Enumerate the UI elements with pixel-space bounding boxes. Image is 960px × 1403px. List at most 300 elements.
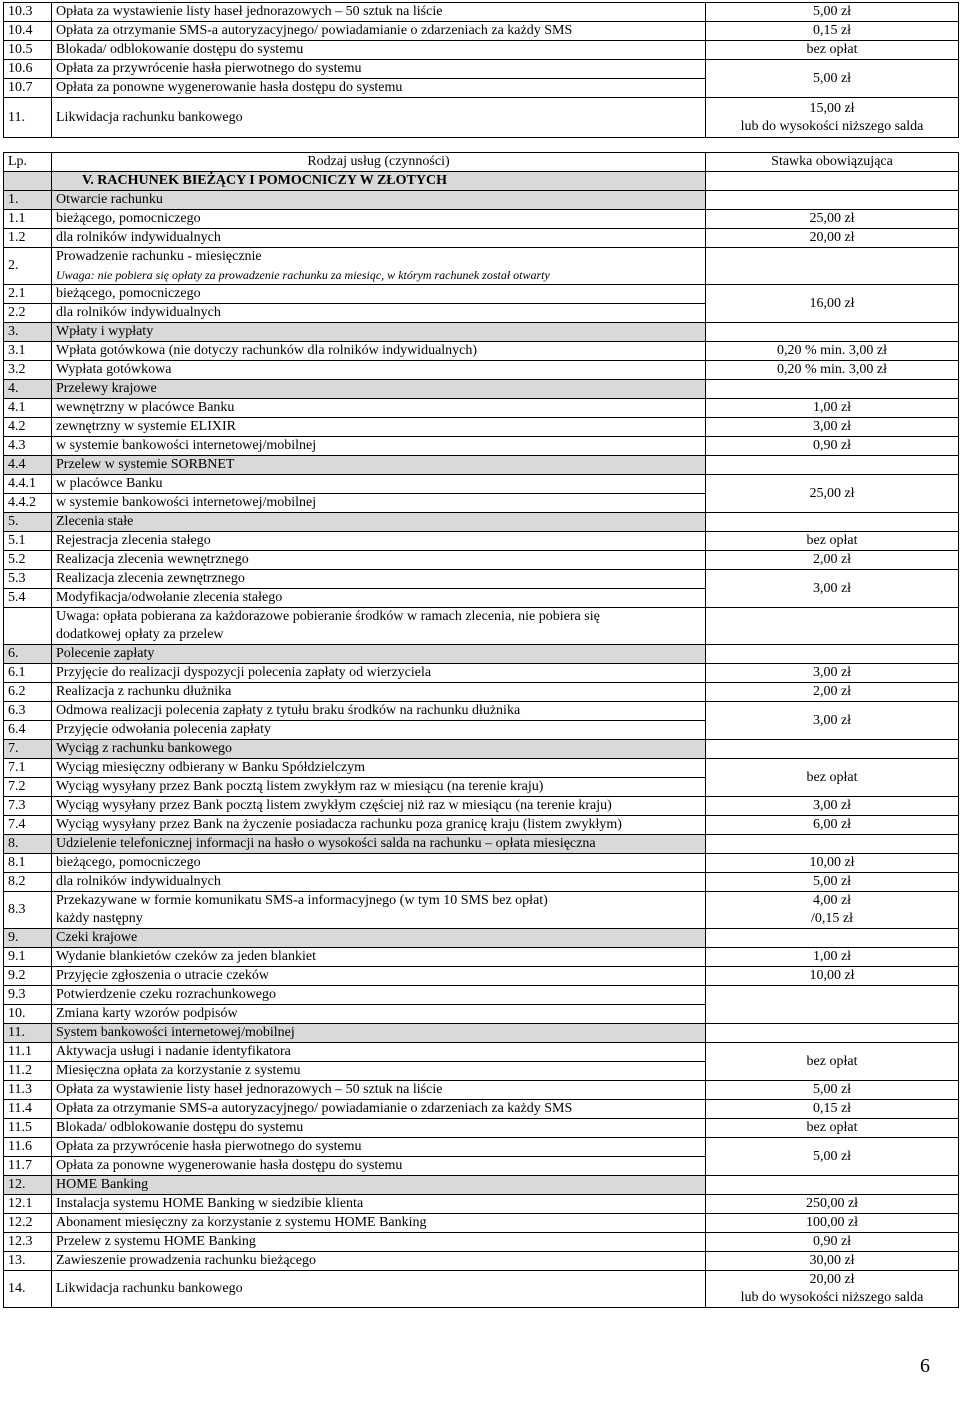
row-rate (706, 551, 959, 570)
row-lp: 7.3 (4, 797, 52, 816)
row-description (52, 1195, 706, 1214)
table-row (4, 797, 959, 816)
row-description-continued: każdy następny (56, 911, 143, 926)
row-description (52, 892, 706, 929)
row-rate (706, 570, 959, 608)
row-description-text: Przelew z systemu HOME Banking (56, 1234, 256, 1249)
row-rate (706, 1024, 959, 1043)
row-description (52, 1271, 706, 1308)
table-row (4, 191, 959, 210)
row-description-text: Instalacja systemu HOME Banking w siedzibie klienta (56, 1196, 364, 1211)
row-lp: 8.3 (4, 892, 52, 929)
table-row (4, 645, 959, 664)
table-row (4, 816, 959, 835)
row-description-text: Wyciąg wysyłany przez Bank pocztą listem zwykłym raz w miesiącu (na terenie kraju) (56, 779, 544, 794)
row-description (52, 721, 706, 740)
table-row (4, 41, 959, 60)
row-lp: 5.1 (4, 532, 52, 551)
row-description (52, 1138, 706, 1157)
row-description-text: Odmowa realizacji polecenia zapłaty z tytułu braku środków na rachunku dłużnika (56, 703, 521, 718)
row-description-text: wewnętrzny w placówce Banku (56, 400, 235, 415)
row-description-text: Realizacja zlecenia wewnętrznego (56, 552, 249, 567)
row-lp: 5.3 (4, 570, 52, 589)
row-rate (706, 456, 959, 475)
row-rate (706, 437, 959, 456)
table-row (4, 210, 959, 229)
row-description: Opłata za wystawienie listy haseł jednorazowych – 50 sztuk na liście (52, 3, 706, 22)
row-description-text: Realizacja z rachunku dłużnika (56, 684, 232, 699)
row-lp: 4.2 (4, 418, 52, 437)
row-description (52, 361, 706, 380)
table-row (4, 986, 959, 1005)
row-description (52, 778, 706, 797)
row-description (52, 608, 706, 645)
row-description (52, 1252, 706, 1271)
row-lp: 4.1 (4, 399, 52, 418)
row-lp: 8.1 (4, 854, 52, 873)
table-row (4, 475, 959, 494)
rate-amount: 5,00 zł (812, 874, 852, 889)
row-description-text: Potwierdzenie czeku rozrachunkowego (56, 987, 277, 1002)
rate-amount: 3,00 zł (812, 419, 852, 434)
row-description-text: Przelewy krajowe (56, 381, 157, 396)
row-description-text: Wpłata gotówkowa (nie dotyczy rachunków dla rolników indywidualnych) (56, 343, 478, 358)
table-row (4, 1271, 959, 1308)
row-rate (706, 1119, 959, 1138)
row-description (52, 740, 706, 759)
table-row (4, 873, 959, 892)
row-description (52, 532, 706, 551)
rate-amount: 0,20 % min. 3,00 zł (776, 343, 888, 358)
row-description-text: Rejestracja zlecenia stałego (56, 533, 211, 548)
rate-amount: 5,00 zł (812, 1148, 852, 1164)
rate-amount: 16,00 zł (809, 295, 855, 311)
row-rate (706, 532, 959, 551)
row-description (52, 854, 706, 873)
row-lp: 2.2 (4, 304, 52, 323)
row-description-text: Prowadzenie rachunku - miesięcznie (56, 249, 262, 264)
row-rate (706, 664, 959, 683)
section-title: V. RACHUNEK BIEŻĄCY I POMOCNICZY W ZŁOTYCH (52, 172, 706, 191)
rate-amount: 5,00 zł (812, 1082, 852, 1097)
row-description-text: Wydanie blankietów czeków za jeden blankiet (56, 949, 316, 964)
row-lp: 1.1 (4, 210, 52, 229)
row-description-text: Aktywacja usługi i nadanie identyfikatora (56, 1044, 291, 1059)
row-description-text: Wpłaty i wypłaty (56, 324, 154, 339)
row-description-text: Likwidacja rachunku bankowego (56, 1281, 243, 1296)
row-description (52, 285, 706, 304)
rate-amount: 4,00 zł (812, 893, 852, 908)
row-lp: 2. (4, 248, 52, 285)
row-description (52, 551, 706, 570)
row-lp: 5. (4, 513, 52, 532)
table-row (4, 399, 959, 418)
row-rate (706, 645, 959, 664)
row-description-text: w placówce Banku (56, 476, 163, 491)
row-rate (706, 1176, 959, 1195)
row-lp: 12.2 (4, 1214, 52, 1233)
row-description-text: Opłata za przywrócenie hasła pierwotnego do systemu (56, 1139, 362, 1154)
row-lp: 10.5 (4, 41, 52, 60)
row-rate (706, 892, 959, 929)
rate-amount: 10,00 zł (809, 968, 855, 983)
table-row (4, 285, 959, 304)
row-description (52, 229, 706, 248)
row-description-text: HOME Banking (56, 1177, 149, 1192)
row-rate (706, 854, 959, 873)
rate-amount: 3,00 zł (812, 798, 852, 813)
table-row (4, 1119, 959, 1138)
row-rate: 5,00 zł (706, 3, 959, 22)
row-rate (706, 210, 959, 229)
row-description (52, 1005, 706, 1024)
fee-table (3, 152, 959, 1308)
row-description-text: Opłata za ponowne wygenerowanie hasła dostępu do systemu (56, 1158, 403, 1173)
row-description (52, 664, 706, 683)
row-description (52, 456, 706, 475)
table-row (4, 967, 959, 986)
table-row (4, 380, 959, 399)
row-description-text: Zawieszenie prowadzenia rachunku bieżącego (56, 1253, 317, 1268)
row-lp: 12.1 (4, 1195, 52, 1214)
row-description (52, 418, 706, 437)
rate-amount: bez opłat (806, 1120, 858, 1135)
table-row (4, 361, 959, 380)
table-row (4, 60, 959, 79)
row-rate (706, 248, 959, 285)
row-rate (706, 929, 959, 948)
row-description (52, 399, 706, 418)
row-description (52, 1062, 706, 1081)
row-lp: 3. (4, 323, 52, 342)
row-description-text: Wyciąg wysyłany przez Bank na życzenie posiadacza rachunku poza granicę kraju (listem zwykłym) (56, 817, 622, 832)
row-lp: 10.7 (4, 79, 52, 98)
row-rate (706, 229, 959, 248)
page-number: 6 (920, 1355, 930, 1377)
row-description-text: Przyjęcie do realizacji dyspozycji polecenia zapłaty od wierzyciela (56, 665, 432, 680)
row-rate (706, 1195, 959, 1214)
table-row (4, 1100, 959, 1119)
row-rate (706, 1252, 959, 1271)
rate-amount: 25,00 zł (809, 485, 855, 501)
row-lp: 4.4.2 (4, 494, 52, 513)
row-rate (706, 759, 959, 797)
row-description (52, 683, 706, 702)
row-rate (706, 683, 959, 702)
row-lp: 9.1 (4, 948, 52, 967)
row-description (52, 797, 706, 816)
row-rate: bez opłat (706, 41, 959, 60)
row-lp: 7.2 (4, 778, 52, 797)
section-title-row (4, 172, 959, 191)
row-description-text: Uwaga: opłata pobierana za każdorazowe pobieranie środków w ramach zlecenia, nie pobiera się (56, 609, 600, 624)
table-row (4, 759, 959, 778)
table-row (4, 551, 959, 570)
row-description (52, 986, 706, 1005)
top-fee-table (3, 2, 959, 138)
row-description (52, 1176, 706, 1195)
row-lp: 1.2 (4, 229, 52, 248)
row-description-text: Wyciąg z rachunku bankowego (56, 741, 233, 756)
row-rate (706, 323, 959, 342)
row-rate (706, 1138, 959, 1176)
section-lp (4, 172, 52, 191)
row-rate (706, 740, 959, 759)
row-lp: 11.3 (4, 1081, 52, 1100)
row-rate (706, 191, 959, 210)
table-row (4, 532, 959, 551)
table-row (4, 1195, 959, 1214)
rate-amount: 1,00 zł (812, 400, 852, 415)
rate-amount: 20,00 zł (809, 230, 855, 245)
rate-amount: 20,00 zł (809, 1272, 855, 1287)
row-description-text: Blokada/ odblokowanie dostępu do systemu (56, 1120, 304, 1135)
rate-amount: bez opłat (806, 1053, 858, 1069)
row-rate (706, 967, 959, 986)
table-row (4, 1233, 959, 1252)
row-lp: 11. (4, 1024, 52, 1043)
row-description (52, 1157, 706, 1176)
row-rate (706, 285, 959, 323)
row-description-text: Zmiana karty wzorów podpisów (56, 1006, 238, 1021)
row-lp: 4.4 (4, 456, 52, 475)
row-description-text: Modyfikacja/odwołanie zlecenia stałego (56, 590, 283, 605)
rate-amount: 2,00 zł (812, 552, 852, 567)
row-description-text: Wyciąg miesięczny odbierany w Banku Spółdzielczym (56, 760, 366, 775)
row-description-text: Opłata za wystawienie listy haseł jednorazowych – 50 sztuk na liście (56, 1082, 443, 1097)
row-lp: 6.4 (4, 721, 52, 740)
row-description: Likwidacja rachunku bankowego (52, 98, 706, 138)
row-lp: 2.1 (4, 285, 52, 304)
row-description-text: Miesięczna opłata za korzystanie z systemu (56, 1063, 301, 1078)
row-description (52, 1233, 706, 1252)
row-description (52, 816, 706, 835)
row-lp: 4.3 (4, 437, 52, 456)
table-row (4, 740, 959, 759)
row-description-text: Przelew w systemie SORBNET (56, 457, 235, 472)
table-row (4, 892, 959, 929)
row-rate (706, 1233, 959, 1252)
row-description (52, 380, 706, 399)
table-row (4, 1176, 959, 1195)
row-lp: 7.4 (4, 816, 52, 835)
rate-amount: 3,00 zł (812, 580, 852, 596)
row-description-text: Wypłata gotówkowa (56, 362, 172, 377)
row-rate: 5,00 zł (706, 60, 959, 98)
row-description (52, 437, 706, 456)
row-lp: 6. (4, 645, 52, 664)
rate-amount: 2,00 zł (812, 684, 852, 699)
row-description: Blokada/ odblokowanie dostępu do systemu (52, 41, 706, 60)
row-description (52, 589, 706, 608)
row-lp: 11.6 (4, 1138, 52, 1157)
row-rate (706, 1271, 959, 1308)
row-description-text: dla rolników indywidualnych (56, 874, 221, 889)
row-description (52, 645, 706, 664)
table-row (4, 835, 959, 854)
row-description (52, 342, 706, 361)
row-description (52, 1081, 706, 1100)
rate-note: lub do wysokości niższego salda (740, 118, 924, 134)
table-row (4, 948, 959, 967)
row-lp: 10.4 (4, 22, 52, 41)
table-row (4, 437, 959, 456)
row-rate: 0,15 zł (706, 22, 959, 41)
row-description (52, 248, 706, 285)
row-description-continued: dodatkowej opłaty za przelew (56, 627, 224, 642)
row-description-text: w systemie bankowości internetowej/mobilnej (56, 438, 317, 453)
row-rate (706, 1214, 959, 1233)
rate-amount: 1,00 zł (812, 949, 852, 964)
header-rate: Stawka obowiązująca (706, 153, 959, 172)
row-description-text: w systemie bankowości internetowej/mobilnej (56, 495, 317, 510)
row-lp: 8. (4, 835, 52, 854)
table-row (4, 664, 959, 683)
row-description-text: Opłata za otrzymanie SMS-a autoryzacyjnego/ powiadamianie o zdarzeniach za każdy SMS (56, 1101, 573, 1116)
row-lp: 1. (4, 191, 52, 210)
row-lp: 11.5 (4, 1119, 52, 1138)
row-lp: 11. (4, 98, 52, 138)
row-lp: 6.2 (4, 683, 52, 702)
row-description (52, 948, 706, 967)
row-rate (706, 418, 959, 437)
table-row (4, 342, 959, 361)
table-row (4, 22, 959, 41)
row-lp: 11.4 (4, 1100, 52, 1119)
row-description (52, 191, 706, 210)
table-row (4, 1081, 959, 1100)
header-lp: Lp. (4, 153, 52, 172)
table-row (4, 229, 959, 248)
row-lp: 12.3 (4, 1233, 52, 1252)
row-lp: 9.2 (4, 967, 52, 986)
row-description (52, 967, 706, 986)
row-description-text: bieżącego, pomocniczego (56, 211, 201, 226)
table-row (4, 683, 959, 702)
row-lp: 11.1 (4, 1043, 52, 1062)
row-lp: 7.1 (4, 759, 52, 778)
table-row (4, 323, 959, 342)
row-lp: 9. (4, 929, 52, 948)
row-description-text: Przyjęcie zgłoszenia o utracie czeków (56, 968, 270, 983)
table-row (4, 3, 959, 22)
section-rate (706, 172, 959, 191)
rate-note: /0,15 zł (811, 911, 853, 926)
row-description (52, 1024, 706, 1043)
row-rate (706, 399, 959, 418)
row-description (52, 1100, 706, 1119)
table-row (4, 98, 959, 138)
table-row (4, 418, 959, 437)
row-lp: 10.6 (4, 60, 52, 79)
row-description (52, 929, 706, 948)
row-rate (706, 1100, 959, 1119)
row-description-text: zewnętrzny w systemie ELIXIR (56, 419, 236, 434)
row-description-text: Otwarcie rachunku (56, 192, 163, 207)
row-description-text: bieżącego, pomocniczego (56, 286, 201, 301)
row-lp: 9.3 (4, 986, 52, 1005)
row-lp: 10.3 (4, 3, 52, 22)
rate-note: lub do wysokości niższego salda (740, 1290, 924, 1305)
row-rate (706, 380, 959, 399)
row-lp: 5.4 (4, 589, 52, 608)
rate-amount: 25,00 zł (809, 211, 855, 226)
row-description-text: System bankowości internetowej/mobilnej (56, 1025, 295, 1040)
row-description (52, 570, 706, 589)
row-rate (706, 873, 959, 892)
table-row (4, 456, 959, 475)
row-description-text: Polecenie zapłaty (56, 646, 155, 661)
row-description (52, 513, 706, 532)
table-row (4, 513, 959, 532)
row-description (52, 835, 706, 854)
table-row (4, 1138, 959, 1157)
row-description (52, 304, 706, 323)
row-description (52, 210, 706, 229)
row-description-text: dla rolników indywidualnych (56, 230, 221, 245)
row-description-text: Udzielenie telefonicznej informacji na hasło o wysokości salda na rachunku – opłata miesięczna (56, 836, 596, 851)
rate-amount: 3,00 zł (812, 665, 852, 680)
table-header (4, 153, 959, 172)
row-rate (706, 513, 959, 532)
rate-amount: 10,00 zł (809, 855, 855, 870)
row-rate (706, 986, 959, 1024)
row-rate (706, 361, 959, 380)
row-rate (706, 608, 959, 645)
row-description (52, 759, 706, 778)
row-rate (706, 342, 959, 361)
row-description-text: bieżącego, pomocniczego (56, 855, 201, 870)
row-lp: 8.2 (4, 873, 52, 892)
row-rate (706, 797, 959, 816)
table-row (4, 702, 959, 721)
row-description (52, 475, 706, 494)
row-lp (4, 608, 52, 645)
row-description-text: dla rolników indywidualnych (56, 305, 221, 320)
row-note: Uwaga: nie pobiera się opłaty za prowadzenie rachunku za miesiąc, w którym rachunek został otwarty (56, 268, 550, 282)
row-description-text: Przyjęcie odwołania polecenia zapłaty (56, 722, 271, 737)
row-lp: 6.1 (4, 664, 52, 683)
row-lp: 11.2 (4, 1062, 52, 1081)
row-description-text: Zlecenia stałe (56, 514, 134, 529)
row-lp: 12. (4, 1176, 52, 1195)
row-lp: 4.4.1 (4, 475, 52, 494)
rate-amount: 3,00 zł (812, 712, 852, 728)
row-description: Opłata za otrzymanie SMS-a autoryzacyjnego/ powiadamianie o zdarzeniach za każdy SMS (52, 22, 706, 41)
row-description (52, 702, 706, 721)
rate-amount: 30,00 zł (809, 1253, 855, 1268)
row-description (52, 1119, 706, 1138)
rate-amount: 250,00 zł (805, 1196, 859, 1211)
row-description (52, 323, 706, 342)
rate-amount: 0,90 zł (812, 1234, 852, 1249)
table-row (4, 570, 959, 589)
row-rate (706, 98, 959, 138)
row-lp: 14. (4, 1271, 52, 1308)
row-rate (706, 835, 959, 854)
row-rate (706, 702, 959, 740)
table-row (4, 854, 959, 873)
row-lp: 3.1 (4, 342, 52, 361)
table-row (4, 1252, 959, 1271)
row-description: Opłata za przywrócenie hasła pierwotnego do systemu (52, 60, 706, 79)
rate-amount: 6,00 zł (812, 817, 852, 832)
header-description: Rodzaj usług (czynności) (52, 153, 706, 172)
row-description (52, 1043, 706, 1062)
row-lp: 5.2 (4, 551, 52, 570)
row-rate (706, 1081, 959, 1100)
row-description (52, 873, 706, 892)
